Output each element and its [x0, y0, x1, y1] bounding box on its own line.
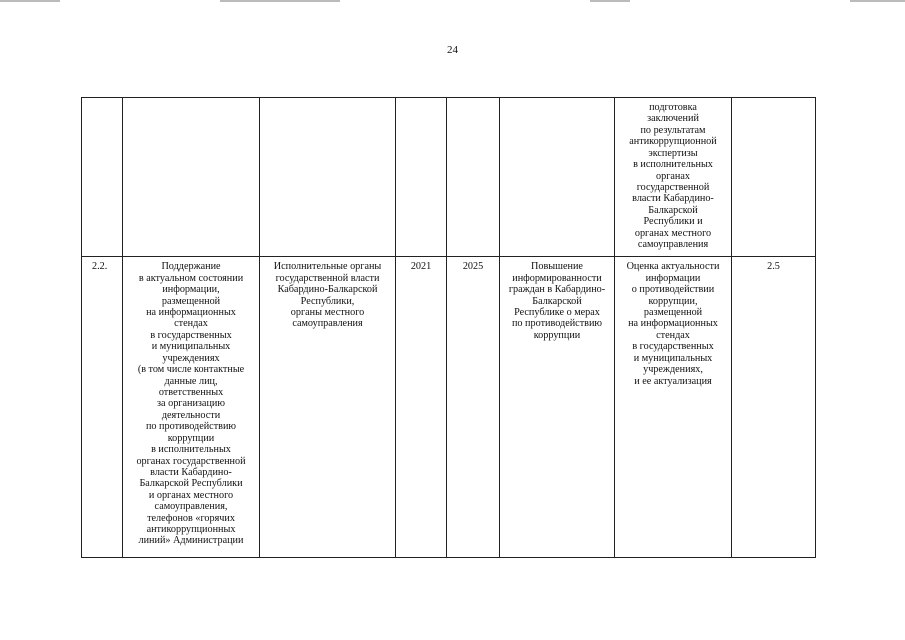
- cell-expected-result: Повышение информированности граждан в Кабардино- Балкарской Республике о мерах по противодействию коррупции: [500, 257, 615, 558]
- scan-edge-mark: [850, 0, 905, 2]
- table-row: [82, 98, 816, 257]
- cell-year-start: 2021: [396, 257, 447, 558]
- table-row: [82, 257, 816, 558]
- cell-year-end: 2025: [447, 257, 500, 558]
- measures-table: [81, 97, 816, 558]
- cell-year-end: [447, 98, 500, 257]
- cell-link: 2.5: [732, 257, 816, 558]
- cell-executor: [260, 98, 396, 257]
- scan-edge-mark: [0, 0, 60, 2]
- cell-link: [732, 98, 816, 257]
- cell-number: [82, 98, 123, 257]
- cell-measure: Поддержание в актуальном состоянии информации, размещенной на информационных стендах в государственных и муниципальных учреждениях (в том числе контактные данные лиц, ответственных за организацию деятельности по противодействию коррупции в исполнительных органах государственной власти Кабардино- Балкарской Республики и органах местного самоуправления, телефонов «горячих антикоррупционных линий» Администрации: [123, 257, 260, 558]
- page-number: 24: [447, 44, 458, 56]
- cell-indicator: подготовка заключений по результатам антикоррупционной экспертизы в исполнительных органах государственной власти Кабардино- Балкарской Республики и органах местного самоуправления: [615, 98, 732, 257]
- scan-edge-mark: [590, 0, 630, 2]
- cell-measure: [123, 98, 260, 257]
- cell-indicator: Оценка актуальности информации о противодействии коррупции, размещенной на информационных стендах в государственных и муниципальных учреждениях, и ее актуализация: [615, 257, 732, 558]
- scan-edge-mark: [220, 0, 340, 2]
- cell-expected-result: [500, 98, 615, 257]
- cell-number: 2.2.: [82, 257, 123, 558]
- cell-executor: Исполнительные органы государственной власти Кабардино-Балкарской Республики, органы местного самоуправления: [260, 257, 396, 558]
- cell-year-start: [396, 98, 447, 257]
